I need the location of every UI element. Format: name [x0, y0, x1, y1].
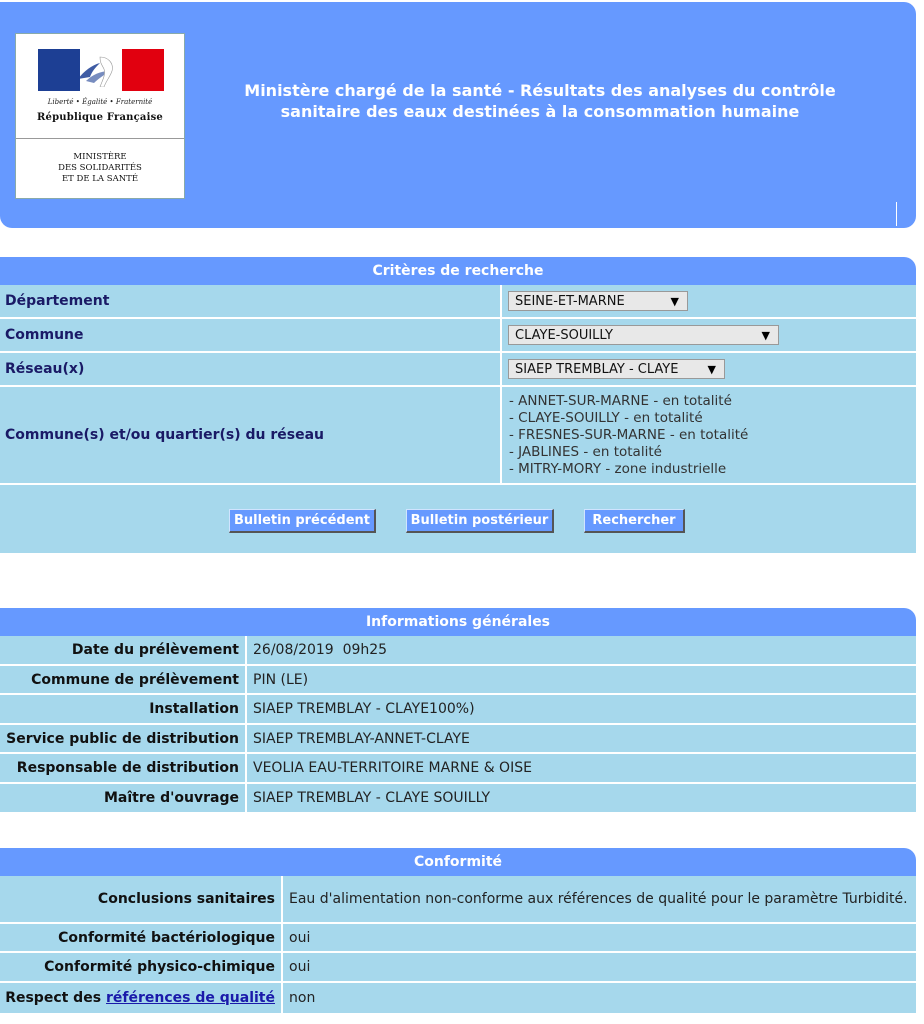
row-value: SIAEP TREMBLAY-ANNET-CLAYE — [245, 725, 916, 752]
quality-references-link[interactable]: références de qualité — [106, 990, 275, 1006]
row-value: VEOLIA EAU-TERRITOIRE MARNE & OISE — [245, 754, 916, 782]
commune-row — [0, 319, 916, 353]
row-label: Commune de prélèvement — [31, 671, 239, 688]
list-item: - MITRY-MORY - zone industrielle — [509, 460, 727, 477]
communes-reseau-label: Commune(s) et/ou quartier(s) du réseau — [5, 427, 324, 443]
row-value: SIAEP TREMBLAY - CLAYE SOUILLY — [245, 784, 916, 812]
general-info-panel — [0, 608, 916, 814]
bacteriological-label: Conformité bactériologique — [58, 929, 275, 946]
marianne-icon — [70, 53, 126, 87]
departement-label: Département — [5, 293, 110, 309]
row-label: Maître d'ouvrage — [103, 790, 239, 806]
republic-name: République Française — [37, 112, 163, 123]
table-row — [0, 636, 916, 666]
page-header — [0, 2, 916, 228]
previous-bulletin-button[interactable]: Bulletin précédent — [229, 509, 376, 533]
reseau-select[interactable]: SIAEP TREMBLAY - CLAYE ▼ — [508, 359, 725, 379]
table-row — [0, 924, 916, 953]
section-title: Conformité — [0, 848, 916, 876]
list-item: - FRESNES-SUR-MARNE - en totalité — [509, 426, 749, 443]
departement-row — [0, 285, 916, 319]
section-title: Critères de recherche — [0, 257, 916, 285]
list-item: - JABLINES - en totalité — [509, 443, 662, 460]
ministry-name: MINISTÈRE DES SOLIDARITÉS ET DE LA SANTÉ — [58, 152, 142, 184]
reseau-label: Réseau(x) — [5, 361, 85, 377]
page-title: Ministère chargé de la santé - Résultats des analyses du contrôle sanitaire des eaux destinées à la consommation humaine — [244, 81, 836, 121]
list-item: - ANNET-SUR-MARNE - en totalité — [509, 392, 732, 409]
departement-select[interactable]: SEINE-ET-MARNE ▼ — [508, 291, 688, 311]
conclusions-value: Eau d'alimentation non-conforme aux références de qualité pour le paramètre Turbidité. — [281, 876, 916, 922]
dropdown-arrow-icon: ▼ — [670, 294, 679, 308]
communes-list — [509, 393, 748, 478]
conclusions-label: Conclusions sanitaires — [97, 891, 275, 907]
row-value: PIN (LE) — [245, 666, 916, 693]
row-value: SIAEP TREMBLAY - CLAYE100%) — [245, 695, 916, 723]
bacteriological-value: oui — [281, 924, 916, 951]
table-row — [0, 754, 916, 784]
dropdown-arrow-icon: ▼ — [707, 362, 716, 376]
republic-motto: Liberté • Égalité • Fraternité — [47, 98, 153, 106]
row-label: Service public de distribution — [6, 730, 239, 747]
tricolor-flag — [38, 49, 164, 91]
table-row — [0, 695, 916, 725]
row-label: Responsable de distribution — [16, 760, 239, 776]
conformity-panel — [0, 848, 916, 1013]
button-row — [0, 485, 916, 553]
quality-references-label: Respect des références de qualité — [5, 990, 275, 1006]
table-row — [0, 725, 916, 754]
physico-chemical-value: oui — [281, 953, 916, 981]
reseau-row — [0, 353, 916, 387]
communes-reseau-row — [0, 387, 916, 485]
dropdown-arrow-icon: ▼ — [761, 328, 770, 342]
commune-label: Commune — [5, 327, 84, 343]
search-button[interactable]: Rechercher — [584, 509, 685, 533]
table-row — [0, 983, 916, 1013]
row-label: Date du prélèvement — [71, 642, 239, 658]
next-bulletin-button[interactable]: Bulletin postérieur — [406, 509, 554, 533]
search-criteria-panel — [0, 257, 916, 553]
table-row — [0, 666, 916, 695]
physico-chemical-label: Conformité physico-chimique — [44, 959, 275, 975]
republique-francaise-logo — [15, 33, 185, 199]
list-item: - CLAYE-SOUILLY - en totalité — [509, 409, 703, 426]
table-row — [0, 876, 916, 924]
commune-select[interactable]: CLAYE-SOUILLY ▼ — [508, 325, 779, 345]
table-row — [0, 784, 916, 814]
table-row — [0, 953, 916, 983]
quality-references-value: non — [281, 983, 916, 1013]
row-label: Installation — [149, 701, 239, 717]
section-title: Informations générales — [0, 608, 916, 636]
row-value: 26/08/2019 09h25 — [245, 636, 916, 664]
